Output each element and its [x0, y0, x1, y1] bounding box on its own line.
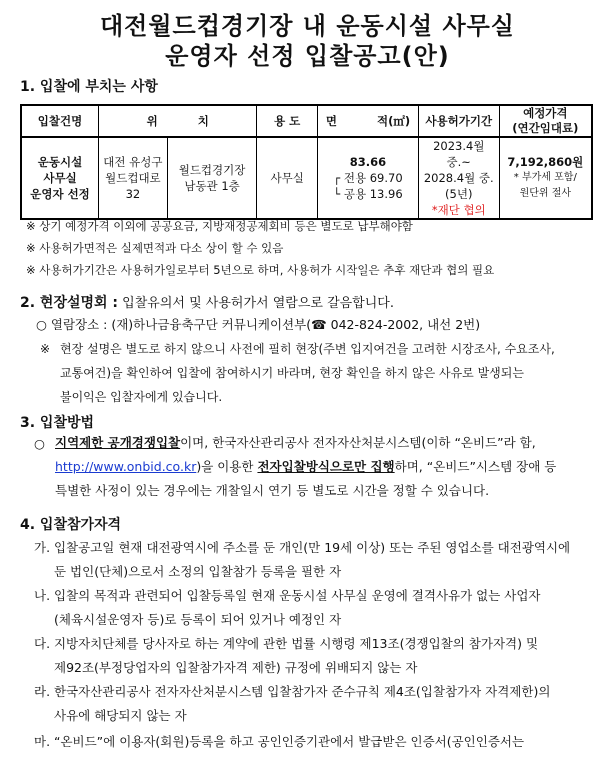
- s2-note-line-3: 불이익은 입찰자에게 있습니다.: [60, 390, 223, 404]
- cell-address: 대전 유성구 월드컵대로 32: [99, 137, 168, 219]
- area-common: └ 공용 13.96: [333, 187, 403, 201]
- section1-heading: 1. 입찰에 부치는 사항: [20, 79, 158, 95]
- s2-note-line-1: 현장 설명은 별도로 하지 않으니 사전에 필히 현장(주변 입지여건을 고려한 시장조사, 수요조사,: [60, 342, 555, 356]
- s4-item-ga: [34, 536, 594, 584]
- s3-bold-2: 전자입찰방식으로만 집행: [257, 459, 395, 474]
- table-row: [21, 137, 592, 219]
- s4-item-da-line-2: 제92조(부정당업자의 입찰참가자격 제한) 규정에 위배되지 않는 자: [54, 660, 418, 675]
- s4-item-na-line-1: 입찰의 목적과 관련되어 입찰등록일 현재 운동시설 사무실 운영에 결격사유가 없는 사업자: [53, 588, 541, 603]
- s4-item-ra: [34, 680, 594, 728]
- section2-title: 2. 현장설명회 :: [20, 295, 119, 311]
- s4-item-na: [34, 584, 594, 632]
- price-value: 7,192,860원: [507, 155, 584, 169]
- s4-item-ga-mark: 가.: [34, 540, 51, 555]
- cell-building: 월드컵경기장 남동관 1층: [167, 137, 257, 219]
- section2-heading: [20, 292, 394, 312]
- area-exclusive: ┌ 전용 69.70: [333, 171, 403, 185]
- s4-item-da: [34, 632, 594, 680]
- section3-heading: 3. 입찰방법: [20, 415, 95, 431]
- cell-area: [318, 137, 419, 219]
- bid-info-table: [20, 104, 593, 220]
- price-note: * 부가세 포함/ 원단위 절사: [513, 172, 577, 199]
- cell-price: [499, 137, 592, 219]
- s4-item-ra-line-1: 한국자산관리공사 전자자산처분시스템 입찰참가자 준수규칙 제4조(입찰참가자 자격제한)의: [53, 684, 551, 699]
- onbid-link[interactable]: http://www.onbid.co.kr: [55, 459, 197, 474]
- s4-item-ra-line-2: 사유에 해당되지 않는 자: [54, 708, 187, 723]
- s3-text-3: 하며, “온비드”시스템 장애 등: [394, 459, 557, 474]
- s4-item-ma: [34, 730, 594, 754]
- s1-note-3: ※ 사용허가기간은 사용허가일로부터 5년으로 하며, 사용허가 시작일은 추후 재단과 협의 필요: [26, 263, 495, 277]
- s2-note: [60, 337, 590, 409]
- period-text: 2023.4월 중.~ 2028.4월 중. (5년): [423, 139, 494, 201]
- doc-title-line2: 운영자 선정 입찰공고(안): [165, 42, 450, 70]
- cell-bid-name: 운동시설 사무실 운영자 선정: [21, 137, 99, 219]
- table-header-row: [21, 105, 592, 137]
- s4-item-da-line-1: 지방자치단체를 당사자로 하는 계약에 관한 법률 시행령 제13조(경쟁입찰의 참가자격) 및: [53, 636, 539, 651]
- cell-period: [418, 137, 499, 219]
- s4-item-ma-mark: 마.: [34, 734, 51, 749]
- cell-usage: 사무실: [257, 137, 318, 219]
- header-usage: 용 도: [257, 105, 318, 137]
- s4-item-ga-line-1: 입찰공고일 현재 대전광역시에 주소를 둔 개인(만 19세 이상) 또는 주된 영업소를 대전광역시에: [53, 540, 571, 555]
- s3-text-1: 이며, 한국자산관리공사 전자자산처분시스템(이하 “온비드”라 함,: [180, 435, 536, 450]
- area-total: 83.66: [349, 155, 387, 169]
- header-price: 예정가격 (연간임대료): [499, 105, 592, 137]
- doc-title-line1: 대전월드컵경기장 내 운동시설 사무실: [99, 12, 515, 40]
- section4-heading: 4. 입찰참가자격: [20, 517, 122, 533]
- s4-item-da-mark: 다.: [34, 636, 51, 651]
- period-note: *재단 협의: [431, 203, 486, 217]
- header-bid-name: 입찰건명: [21, 105, 99, 137]
- header-area: 면 적(㎡): [318, 105, 419, 137]
- s3-line-3: 특별한 사정이 있는 경우에는 개찰일시 연기 등 별도로 시간을 정할 수 있습니다.: [55, 483, 490, 498]
- s2-note-mark: ※: [40, 342, 51, 356]
- s1-note-2: ※ 사용허가면적은 실제면적과 다소 상이 할 수 있음: [26, 241, 284, 255]
- s4-item-ra-mark: 라.: [34, 684, 51, 699]
- s4-item-ma-line-1: “온비드”에 이용자(회원)등록을 하고 공인인증기관에서 발급받은 인증서(공인인증서는: [53, 734, 525, 749]
- s3-text-2: )을 이용한: [196, 459, 258, 474]
- s4-item-na-line-2: (체육시설운영자 등)로 등록이 되어 있거나 예정인 자: [54, 612, 342, 627]
- s2-place: ○ 열람장소 : (재)하나금융축구단 커뮤니케이션부(☎ 042-824-2002, 내선 2번): [36, 317, 481, 332]
- s4-item-na-mark: 나.: [34, 588, 51, 603]
- s1-note-1: ※ 상기 예정가격 이외에 공공요금, 지방재정공제회비 등은 별도로 납부해야함: [26, 219, 413, 233]
- header-location: 위 치: [99, 105, 257, 137]
- section2-heading-rest: 입찰유의서 및 사용허가서 열람으로 갈음합니다.: [118, 296, 394, 311]
- s4-item-ga-line-2: 둔 법인(단체)으로서 소정의 입찰참가 등록을 필한 자: [54, 564, 342, 579]
- s3-mark: ○: [34, 436, 45, 451]
- s2-note-line-2: 교통여건)을 확인하여 입찰에 참여하시기 바라며, 현장 확인을 하지 않은 사유로 발생되는: [60, 366, 524, 380]
- s3-bold-1: 지역제한 공개경쟁입찰: [55, 435, 181, 450]
- header-period: 사용허가기간: [418, 105, 499, 137]
- s3-paragraph: [55, 431, 595, 503]
